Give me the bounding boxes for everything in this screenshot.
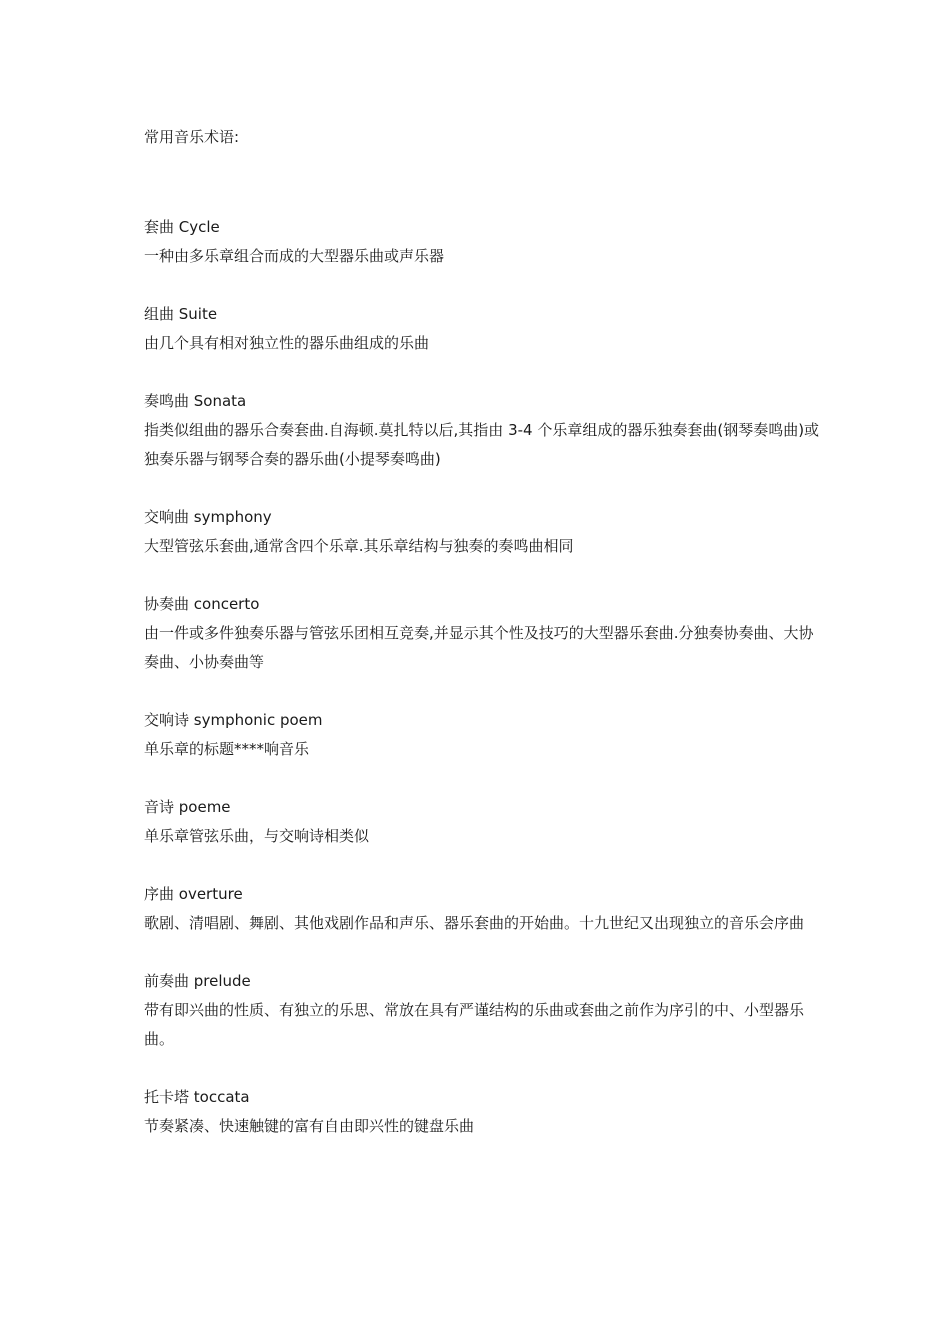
term-definition: 一种由多乐章组合而成的大型器乐曲或声乐器 — [144, 247, 445, 265]
term-name: 奏鸣曲 Sonata — [144, 392, 247, 410]
term-name: 序曲 overture — [144, 885, 243, 903]
term-list — [144, 213, 824, 1170]
term-definition: 带有即兴曲的性质、有独立的乐思、常放在具有严谨结构的乐曲或套曲之前作为序引的中、小型器乐曲。 — [144, 1001, 805, 1048]
term-entry-prelude — [144, 967, 824, 1054]
term-name: 托卡塔 toccata — [144, 1088, 250, 1106]
term-entry-symphonic-poem — [144, 706, 824, 764]
term-name: 组曲 Suite — [144, 305, 218, 323]
term-definition: 单乐章管弦乐曲，与交响诗相类似 — [144, 827, 370, 845]
term-definition: 歌剧、清唱剧、舞剧、其他戏剧作品和声乐、器乐套曲的开始曲。十九世纪又出现独立的音乐会序曲 — [144, 914, 805, 932]
term-name: 交响曲 symphony — [144, 508, 272, 526]
document-title: 常用音乐术语: — [144, 128, 240, 146]
term-definition: 大型管弦乐套曲,通常含四个乐章.其乐章结构与独奏的奏鸣曲相同 — [144, 537, 574, 555]
term-definition: 指类似组曲的器乐合奏套曲.自海顿.莫扎特以后,其指由 3-4 个乐章组成的器乐独奏套曲(钢琴奏鸣曲)或独奏乐器与钢琴合奏的器乐曲(小提琴奏鸣曲) — [144, 421, 820, 468]
term-name: 前奏曲 prelude — [144, 972, 251, 990]
term-entry-toccata — [144, 1083, 824, 1141]
term-entry-sonata — [144, 387, 824, 474]
term-definition: 由一件或多件独奏乐器与管弦乐团相互竞奏,并显示其个性及技巧的大型器乐套曲.分独奏协奏曲、大协奏曲、小协奏曲等 — [144, 624, 814, 671]
term-definition: 单乐章的标题****响音乐 — [144, 740, 310, 758]
term-definition: 节奏紧凑、快速触键的富有自由即兴性的键盘乐曲 — [144, 1117, 475, 1135]
term-name: 音诗 poeme — [144, 798, 231, 816]
term-entry-cycle — [144, 213, 824, 271]
term-entry-suite — [144, 300, 824, 358]
term-entry-overture — [144, 880, 824, 938]
term-name: 套曲 Cycle — [144, 218, 220, 236]
term-name: 交响诗 symphonic poem — [144, 711, 323, 729]
term-entry-poeme — [144, 793, 824, 851]
term-entry-symphony — [144, 503, 824, 561]
term-name: 协奏曲 concerto — [144, 595, 260, 613]
term-entry-concerto — [144, 590, 824, 677]
term-definition: 由几个具有相对独立性的器乐曲组成的乐曲 — [144, 334, 430, 352]
